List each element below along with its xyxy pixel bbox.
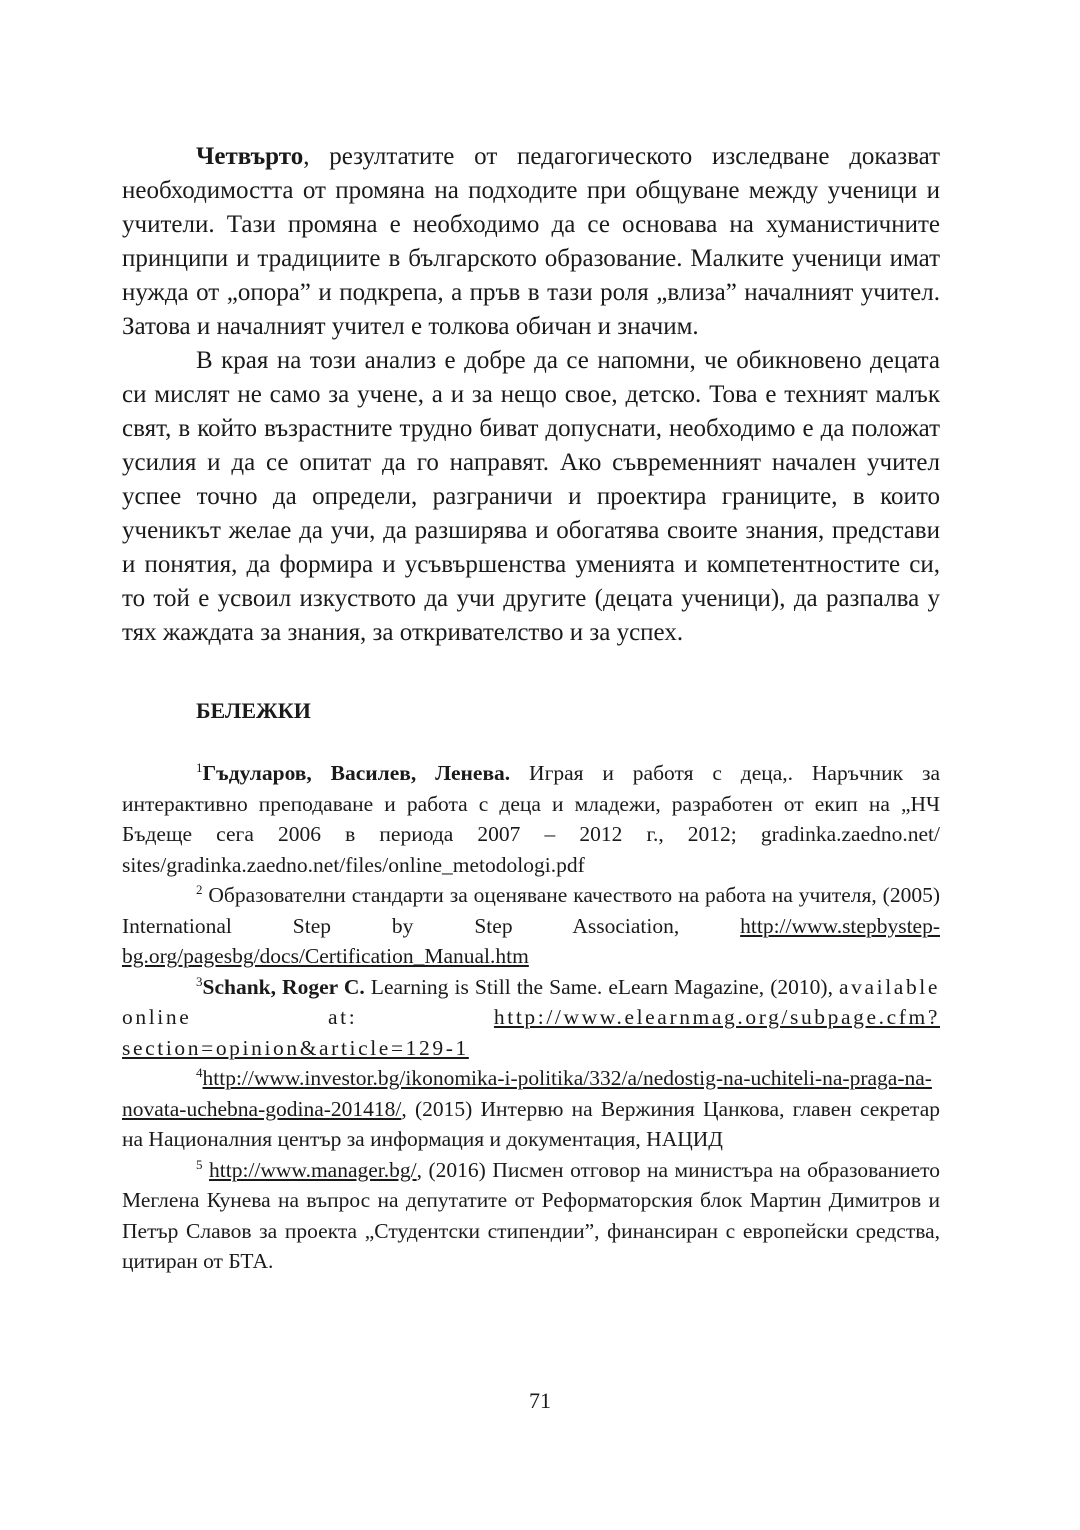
footnote-text: , (2016) Писмен отговор на министъра на образованието Меглена Кунева на въпрос на депутатите от Реформаторския блок Мартин Димитров и Петър Славов за проекта „Студентски стипендии”, финансиран с европейски средства, цитиран от БТА. bbox=[122, 1157, 940, 1273]
footnote-number: 2 bbox=[196, 881, 203, 897]
footnote-authors: Schank, Roger C. bbox=[202, 974, 365, 999]
footnote-4 bbox=[122, 1063, 940, 1155]
footnote-number: 3 bbox=[196, 973, 203, 989]
footnote-text: Играя и работя с деца,. Наръчник за интерактивно преподаване и работа с деца и младежи, разработен от екип на „НЧ Бъдеще сега 2006 в периода 2007 – 2012 г., 2012; gradinka.zaedno.net/ sites/gradinka.zaedno.net/files/online_metodologi.pdf bbox=[122, 761, 940, 877]
footnote-5 bbox=[122, 1155, 940, 1277]
paragraph-text: , резултатите от педагогическото изследване доказват необходимостта от промяна на подходите при общуване между ученици и учители. Тази промяна е необходимо да се основава на хуманистичните принципи и традициите в българското образование. Малките ученици имат нужда от „опора” и подкрепа, а пръв в тази роля „влиза” началният учител. Затова и началният учител е толкова обичан и значим. bbox=[122, 143, 940, 340]
footnote-text: Learning is Still the Same. eLearn Magazine, (2010), bbox=[364, 974, 833, 999]
footnote-text: , (2015) Интервю на Вержиния Цанкова, главен секретар на Националния център за информация и документация, НАЦИД bbox=[122, 1096, 940, 1151]
page-body bbox=[122, 140, 940, 1277]
footnote-2 bbox=[122, 880, 940, 972]
footnote-link[interactable]: http://www.manager.bg/ bbox=[209, 1157, 417, 1182]
footnote-number: 1 bbox=[196, 759, 203, 775]
page-number: 71 bbox=[529, 1388, 551, 1413]
footnote-authors: Гъдуларов, Василев, Ленева. bbox=[202, 761, 511, 785]
footnote-link[interactable]: http://www.stepbystep-bg.org/pagesbg/docs/Certification_Manual.htm bbox=[122, 913, 940, 968]
paragraph-lead: Четвърто bbox=[196, 143, 304, 170]
footnote-link[interactable]: http://www.investor.bg/ikonomika-i-politika/332/a/nedostig-na-uchiteli-na-praga-na-novata-uchebna-godina-201418/ bbox=[122, 1066, 932, 1121]
footnote-available-online: available online at: bbox=[122, 974, 941, 1029]
footnote-text: Образователни стандарти за оценяване качеството на работа на учителя, (2005) International Step by Step Association, bbox=[122, 883, 940, 938]
footnote-number: 4 bbox=[196, 1064, 203, 1080]
paragraph-2 bbox=[122, 344, 940, 650]
footnote-3 bbox=[122, 972, 940, 1064]
footnote-link[interactable]: http://www.elearnmag.org/subpage.cfm?section=opinion&article=129-1 bbox=[122, 1005, 940, 1060]
notes-list bbox=[122, 758, 940, 1277]
footnote-number: 5 bbox=[196, 1156, 203, 1172]
paragraph-1 bbox=[122, 140, 940, 344]
footnote-1 bbox=[122, 758, 940, 880]
paragraph-text: В края на този анализ е добре да се напомни, че обикновено децата си мислят не само за учене, а и за нещо свое, детско. Това е техният малък свят, в който възрастните трудно биват допуснати, необходимо е да положат усилия и да се опитат да го направят. Ако съвременният начален учител успее точно да определи, разграничи и проектира границите, в които ученикът желае да учи, да разширява и обогатява своите знания, представи и понятия, да формира и усъвършенства уменията и компетентностите си, то той е усвоил изкуството да учи другите (децата ученици), да разпалва у тях жаждата за знания, за откривателство и за успех. bbox=[122, 347, 940, 646]
notes-heading: БЕЛЕЖКИ bbox=[196, 698, 311, 723]
